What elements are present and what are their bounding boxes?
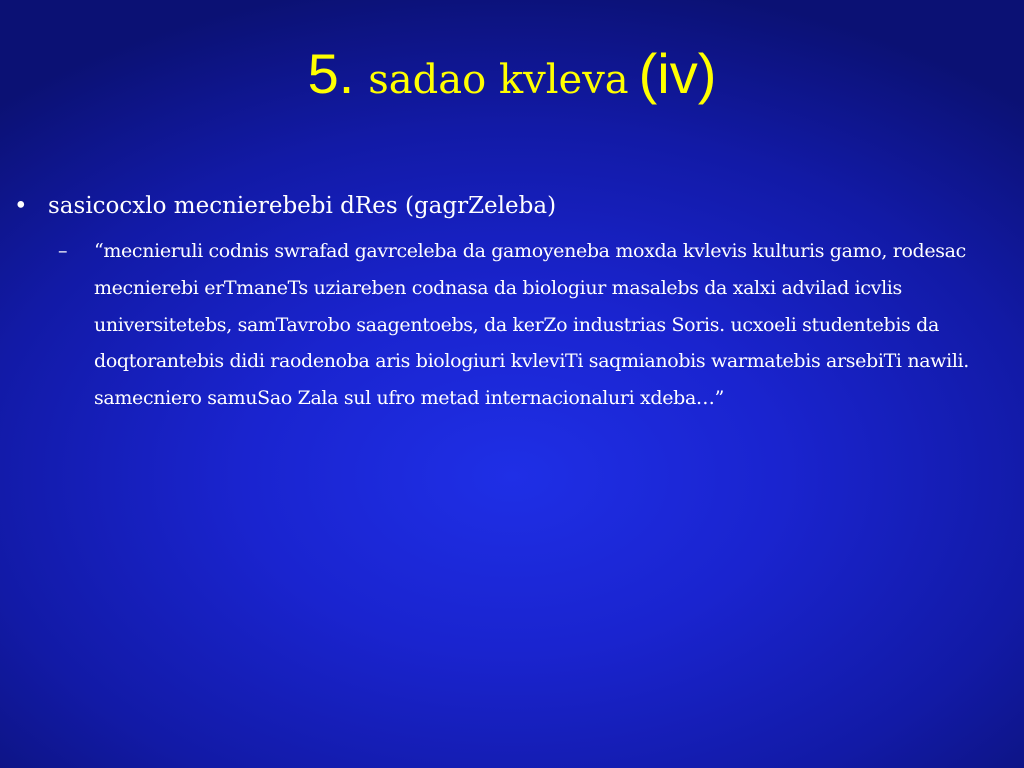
bullet-marker: • — [14, 193, 28, 219]
title-text: sadao kvleva — [368, 57, 629, 103]
bullet-item — [14, 188, 1004, 224]
title-number: 5. — [307, 42, 355, 105]
sub-bullet-text: “mecnieruli codnis swrafad gavrceleba da gamoyeneba moxda kvlevis kulturis gamo, rodesac mecnierebi erTmaneTs uziareben codnasa da biologiur masalebs da xalxi advilad icvlis universitetebs, samTavrobo saagentoebs, da kerZo industrias Soris. ucxoeli studentebis da doqtorantebis didi raodenoba aris biologiuri kvleviTi saqmianobis warmatebis arsebiTi nawili. samecniero samuSao Zala sul ufro metad internacionaluri xdeba…” — [94, 240, 969, 410]
bullet-text: sasicocxlo mecnierebebi dRes (gagrZeleba) — [48, 193, 557, 219]
slide-title — [0, 42, 1024, 105]
sub-bullet-marker: – — [58, 240, 68, 262]
sub-bullet-item — [58, 233, 1008, 417]
title-suffix: (iv) — [638, 42, 717, 105]
